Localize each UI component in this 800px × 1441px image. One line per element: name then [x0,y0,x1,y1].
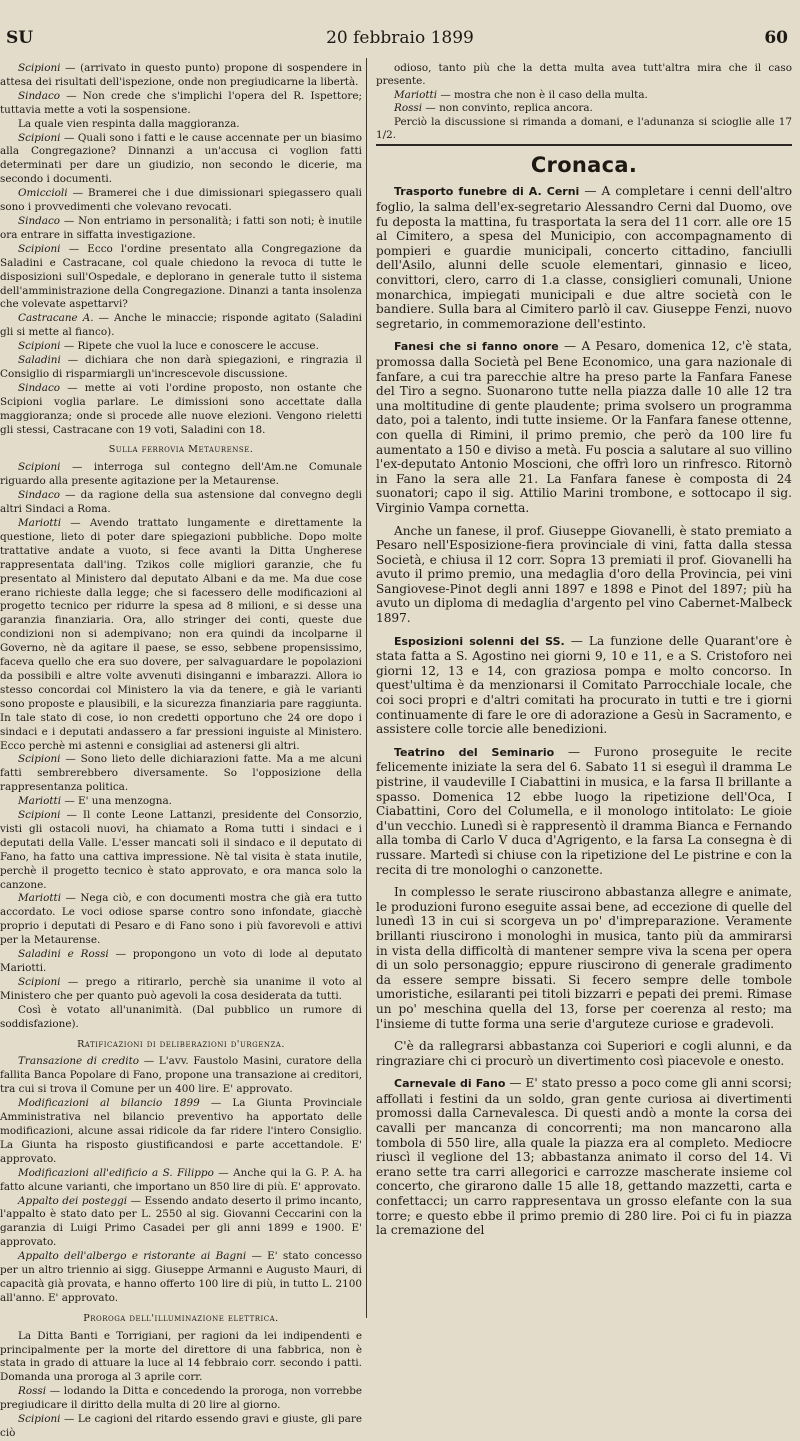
article-body: — La funzione delle Quarant'ore è stata fatta a S. Agostino nei giorni 9, 10 e 11, e a S. Cristoforo nei giorni 12, 13 e 14, con graziosa pompa e molto concorso. In quest'ultima è da menzionarsi il Comitato Parrocchiale locale, che coi soci propri e d'altri comitati ha procurato in tutti e tre i giorni continuamente di fare le ore di adorazione a Gesù in Sacramento, e assistere colle torcie alle benedizioni. [376,633,792,737]
speaker-name: Sindaco [18,214,61,227]
speaker-name: Mariotti [18,892,62,905]
article-body: — Furono proseguite le recite felicemente iniziate la sera del 6. Sabato 11 si eseguì il dramma Le pistrine, il vaudeville I Ciabattini in musica, e la farsa Il brillante a spasso. Domenica 12 ebbe luogo la ripetizione dell'Oca, I Ciabattini, Coro del Columella, e il monologo intitolato: Le gioie d'un vecchio. Lunedì si è rappresentò il dramma Bianca e Fernando alla tomba di Carlo V duca d'Agrigento, e la farsa La consegna è di russare. Martedì si chiuse con la ripetizione del Le pistrine e con la recita di tre monologhi o canzonette. [376,744,792,877]
speaker-name: Sindaco [18,489,61,502]
news-article [376,524,792,626]
paragraph-text: — Essendo andato deserto il primo incanto, l'appalto è stato dato per L. 2550 al sig. Giovanni Ceccarini con la garanzia di Luigi Primo Casadei per gli anni 1899 e 1900. E' approvato. [0,1194,362,1249]
paragraph-text: — Avendo trattato lungamente e direttamente la questione, lieto di poter dare spiegazioni pubbliche. Dopo molte trattative andate a vuoto, si fece avanti la Ditta Ungherese rappresentata dall'ing. Tzikos colle migliori garanzie, che fu presentato al Ministero dal deputato Albani e da me. Ma due cose erano richieste dalla legge; che si facessero delle modificazioni al progetto tecnico per ridurre la spesa ad 8 milioni, e si desse una garanzia finanziaria. Ora, allo stringer dei conti, queste due condizioni non si adempivano; non era quindi da incolparne il Governo, nè da agitare il paese, se esso, sebbene propensissimo, faceva quello che era suo dovere, per salvaguardare le popolazioni da possibili e altre volte avvenuti disinganni e imbarazzi. Allora io stesso concordai col Ministero la via da tenere, e già le varianti sono proposte e plausibili, e la sicurezza finanziaria pare raggiunta. In tale stato di cose, io non credetti opportuno che 24 ore dopo i sindaci e i deputati andassero a far pressioni inguiste al Ministero. Ecco perchè mi astenni e consigliai ad astenersi gli altri. [0,517,362,752]
paragraph-text: La Ditta Banti e Torrigiani, per ragioni da lei indipendenti e principalmente per la morte del direttore di una fabbrica, non è stata in grado di attuare la luce al 14 febbraio corr. secondo i patti. Domanda una proroga al 3 aprile corr. [0,1329,362,1384]
article-body: In complesso le serate riuscirono abbastanza allegre e animate, le produzioni furono eseguite assai bene, ad eccezione di quelle del lunedì 13 in cui si scorgeva un po' d'impreparazione. Veramente brillanti riuscirono i monologhi in musica, tanto più da ammirarsi in vista della difficoltà di mantener sempre viva la scena per opera di un solo personaggio; eppure riuscirono di generale gradimento da essere sempre bissati. Si fecero sempre delle tombole umoristiche, esilaranti pei titoli bizzarri e pepati dei premi. Rimase un po' meschina quella del 13, forse per coerenza al resto; ma l'insieme di tutte forma una serie d'arguteze curiose e gradevoli. [376,885,792,1031]
paragraph-text: — E' stato concesso per un altro triennio ai sigg. Giuseppe Armanni e Augusto Mauri, di capacità già provata, e hanno offerto 100 lire di più, in tutto L. 2100 all'anno. E' approvato. [0,1250,362,1304]
paragraph-text: — lodando la Ditta e concedendo la proroga, non vorrebbe pregiudicare il diritto della multa di 20 lire al giorno. [0,1385,362,1412]
speaker-name: Castracane A. [18,312,94,325]
paragraph [0,1413,362,1441]
paragraph [0,489,362,517]
paragraph-text: Così è votato all'unanimità. (Dal pubblico un rumore di soddisfazione). [0,1003,362,1030]
paragraph-text: — L'avv. Faustolo Masini, curatore della fallita Banca Popolare di Fano, propone una transazione ai creditori, tra cui si trova il Comune per un 400 lire. E' approvato. [0,1055,362,1096]
paragraph-text: — non convinto, replica ancora. [422,102,593,115]
speaker-name: Scipioni [18,753,61,766]
news-article [376,184,792,331]
paragraph [0,795,362,809]
paragraph-text: — E' una menzogna. [61,795,172,808]
speaker-name: Scipioni [18,62,61,74]
article-body: C'è da rallegrarsi abbastanza coi Superiori e cogli alunni, e da ringraziare chi ci procurò un divertimento così piacevole e onesto. [376,1039,792,1068]
speaker-name: Scipioni [18,975,61,988]
paragraph-text: — Ripete che vuol la luce e conoscere le accuse. [60,340,319,353]
council-minutes-block [0,62,362,437]
paragraph-text: — Il conte Leone Lattanzi, presidente del Consorzio, visti gli ostacoli nuovi, ha chiamato a Roma tutti i sindaci e i deputati della Valle. L'esser mancati soli il sindaco e il deputato di Fano, ha fatto una cattiva impressione. Nè tal visita è stata inutile, perchè il progetto tecnico è stato approvato, e ora manca solo la canzone. [0,809,362,891]
speaker-name: Scipioni [18,461,61,474]
paragraph [0,1055,362,1097]
speaker-name: Scipioni [18,809,61,822]
news-article [376,339,792,515]
paragraph-text: — interroga sul contegno dell'Am.ne Comunale riguardo alla presente agitazione per la Metaurense. [0,461,362,488]
paragraph-text: — prego a ritirarlo, perchè sia unanime il voto al Ministero che per quanto può agevoli la cosa desiderata da tutti. [0,975,362,1002]
speaker-name: Scipioni [18,1413,61,1426]
header-date: 20 febbraio 1899 [326,28,474,48]
paragraph [0,1004,362,1032]
article-body: — A Pesaro, domenica 12, c'è stata, promossa dalla Società pel Bene Economico, una gara nazionale di fanfare, a cui tra parecchie altre ha preso parte la Fanfara Fanese del Tiro a segno. Suonarono tutte nella piazza dalle 10 alle 12 tra una moltitudine di gente plaudente; prima svolsero un programma dato, poi a talento, indi tutte insieme. Or la Fanfara fanese ottenne, con quella di Rimini, il primo premio, che però da 100 lire fu aumentato a 150 e diviso a metà. Fu poscia a salutare al suo villino l'ex-deputato Antonio Moscioni, che offrì loro un rinfresco. Ritornò in Fano la sera alle 21. La Fanfara fanese è composta di 24 suonatori; capo il sig. Attilio Marini trombone, e sottocapo il sig. Virginio Vampa cornetta. [376,339,793,515]
article-body: — A completare i cenni dell'altro foglio, la salma dell'ex-segretario Alessandro Cerni dal Duomo, ove fu deposta la mattina, fu trasportata la sera del 11 corr. alle ore 15 al Cimitero, a spesa del Municipio, con accompagnamento di pompieri e guardie municipali, concerto cittadino, fanciulli dell'Asilo, alunni delle scuole elementari, ginnasio e liceo, convittori, clero, carro di 1.a classe, consiglieri comunali, Unione monarchica, impiegati municipali e due altre società con le bandiere. Sulla bara al Cimitero parlò il cav. Giuseppe Fenzi, nuovo segretario, in commemorazione dell'estinto. [376,184,792,331]
speaker-name: Saladini e Rossi [18,948,109,961]
paragraph [0,243,362,313]
speaker-name: Modificazioni al bilancio 1899 [18,1097,200,1110]
article-title: Trasporto funebre di A. Cerni [394,185,580,199]
paragraph [0,753,362,795]
paragraph [0,809,362,892]
paragraph [0,1097,362,1167]
paragraph [0,1330,362,1386]
paragraph [0,215,362,243]
speaker-name: Scipioni [18,242,61,255]
speaker-name: Sindaco [18,381,61,394]
paragraph [0,118,362,132]
paragraph-text: — Le cagioni del ritardo essendo gravi e giuste, gli pare ciò [0,1413,362,1439]
cronaca-heading: Cronaca. [530,153,638,178]
section-heading-ferrovia: Sulla ferrovia Metaurense. [108,444,254,456]
paragraph [0,892,362,948]
minutes-continuation-block [376,62,792,142]
news-article [376,634,792,737]
illuminazione-block [0,1330,362,1441]
paragraph-text: — Non crede che s'implichi l'opera del R. Ispettore; tuttavia mette a voti la sospensione. [0,89,362,116]
paragraph-text: — Quali sono i fatti e le cause accennate per un biasimo alla Congregazione? Dinnanzi a un'accusa ci voglion fatti determinati per dare un giudizio, non secondo le dicerie, ma secondo i documenti. [0,131,362,186]
paragraph [0,187,362,215]
news-article [376,1039,792,1068]
paragraph [0,382,362,438]
speaker-name: Transazione di credito [18,1055,139,1068]
paragraph-text: — da ragione della sua astensione dal convegno degli altri Sindaci a Roma. [0,489,362,516]
paragraph-text: — Bramerei che i due dimissionari spiegassero quali sono i provvedimenti che volevano revocati. [0,187,362,214]
article-body: Anche un fanese, il prof. Giuseppe Giovanelli, è stato premiato a Pesaro nell'Esposizione-fiera provinciale di vini, fatta dalla stessa Società, e chiusa il 12 corr. Sopra 13 premiati il prof. Giovanelli ha avuto il primo premio, una medaglia d'oro della Provincia, pei vini Sangiovese-Pinot degli anni 1897 e 1898 e Pinot del 1897; più ha avuto un diploma di medaglia d'argento pel vino Cabernet-Malbeck 1897. [376,523,792,626]
news-article [376,885,792,1031]
paragraph [376,89,792,102]
page-header [0,0,800,58]
speaker-name: Appalto dell'albergo e ristorante ai Bagni [18,1250,247,1263]
paragraph-text: — Ecco l'ordine presentato alla Congregazione da Saladini e Castracane, col quale chiedono la revoca di tutte le disposizioni sull'Ospedale, e deplorano in generale tutto il sistema dell'amministrazione della Congregazione. Dinanzi a tanta insolenza che volevate aspettarvi? [0,242,362,311]
paragraph [0,517,362,753]
paragraph [376,62,792,89]
section-heading-ratificazioni: Ratificazioni di deliberazioni d'urgenza. [77,1038,285,1050]
paragraph-text: — dichiara che non darà spiegazioni, e ringrazia il Consiglio di risparmiargli un'increscevole discussione. [0,354,362,380]
paragraph [0,340,362,354]
paragraph [376,116,792,143]
paragraph [0,1167,362,1195]
paragraph-text: Perciò la discussione si rimanda a domani, e l'adunanza si scioglie alle 17 1/2. [376,115,792,142]
paragraph-text: — (arrivato in questo punto) propone di sospendere in attesa dei risultati dell'ispezione, onde non pregiudicarne la libertà. [0,62,362,88]
section-heading-illuminazione: Proroga dell'illuminazione elettrica. [83,1312,279,1324]
paragraph [0,62,362,90]
article-title: Teatrino del Seminario [394,745,555,759]
right-column [376,62,792,1317]
article-body: — E' stato presso a poco come gli anni scorsi; affollati i festini da un soldo, gran gente curiosa ai divertimenti promossi dalla Carnevalesca. Di questi andò a monte la corsa dei cavalli per mancanza di concorrenti; ma non mancarono alla tombola di 550 lire, alla quale la piazza era al completo. Mediocre riuscì il veglione del 13; abbastanza animato il corso del 14. Vi erano sette tra carri allegorici e carrozze mascherate insieme col concerto, che girarono dalle 15 alle 18, gettando mazzetti, carta e confettacci; un carro rappresentava un grosso elefante con la sua torre; e questo ebbe il primo premio di 280 lire. Poi ci fu in piazza la cremazione del [376,1076,792,1238]
paragraph-text: — Nega ciò, e con documenti mostra che già era tutto accordato. Le voci odiose sparse contro sono infondate, giacchè proprio i deputati di Pesaro e di Fano sono i più favorevoli e attivi per la Metaurense. [0,892,362,947]
speaker-name: Mariotti [18,517,62,529]
paragraph [0,461,362,489]
paragraph [376,102,792,115]
speaker-name: Mariotti [18,795,62,808]
speaker-name: Rossi [394,102,423,115]
speaker-name: Mariotti [394,88,438,101]
paragraph [0,90,362,118]
paragraph-text: — mostra che non è il caso della multa. [437,88,648,101]
paragraph-text: — Non entriamo in personalità; i fatti son noti; è inutile ora entrare in siffatta investigazione. [0,214,362,241]
column-divider [366,58,367,1318]
speaker-name: Appalto dei posteggi [18,1194,128,1207]
paragraph [0,354,362,382]
left-column [0,62,363,1439]
page-number: 60 [764,28,788,48]
speaker-name: Rossi [18,1385,47,1398]
speaker-name: Sindaco [18,89,61,102]
paragraph [0,1250,362,1306]
article-title: Fanesi che si fanno onore [394,340,559,354]
speaker-name: Omiccioli [18,187,68,200]
speaker-name: Modificazioni all'edificio a S. Filippo [18,1166,214,1179]
speaker-name: Scipioni [18,340,61,353]
cronaca-articles [376,184,792,1237]
paragraph [0,132,362,188]
paragraph-text: La quale vien respinta dalla maggioranza. [18,117,240,130]
paragraph [0,312,362,340]
paragraph [0,1195,362,1251]
paragraph [0,1385,362,1413]
article-title: Carnevale di Fano [394,1077,506,1091]
paragraph-text: — mette ai voti l'ordine proposto, non ostante che Scipioni voglia parlare. Le dimissioni sono accettate dalla maggioranza; onde si procede alle nuove elezioni. Vengono rieletti gli stessi, Castracane con 19 voti, Saladini con 18. [0,381,362,436]
paragraph-text: — propongono un voto di lode al deputato Mariotti. [0,948,362,974]
paragraph [0,948,362,976]
paragraph-text: — La Giunta Provinciale Amministrativa nel bilancio preventivo ha apportato delle modificazioni, alcune assai ridicole da far ridere l'intero Consiglio. La Giunta ha risposto giustificandosi e parte accettandole. E' approvato. [0,1097,363,1165]
ratificazioni-block [0,1055,362,1305]
section-rule [376,144,792,146]
news-article [376,745,792,877]
paragraph-text: odioso, tanto più che la detta multa avea tutt'altra mira che il caso presente. [376,62,792,88]
news-article [376,1076,792,1238]
ferrovia-block [0,461,362,1031]
speaker-name: Scipioni [18,131,61,144]
paragraph-text: — Anche le minaccie; risponde agitato (Saladini gli si mette al fianco). [0,312,362,339]
paragraph [0,976,362,1004]
paragraph-text: — Sono lieto delle dichiarazioni fatte. Ma a me alcuni fatti sembrerebbero diversamente. So l'opposizione della rappresentanza politica. [0,753,362,794]
paragraph-text: — Anche qui la G. P. A. ha fatto alcune varianti, che importano un 850 lire di più. E' approvato. [0,1166,362,1193]
header-fragment: SU [6,28,34,48]
speaker-name: Saladini [18,354,61,367]
article-title: Esposizioni solenni del SS. [394,634,565,648]
